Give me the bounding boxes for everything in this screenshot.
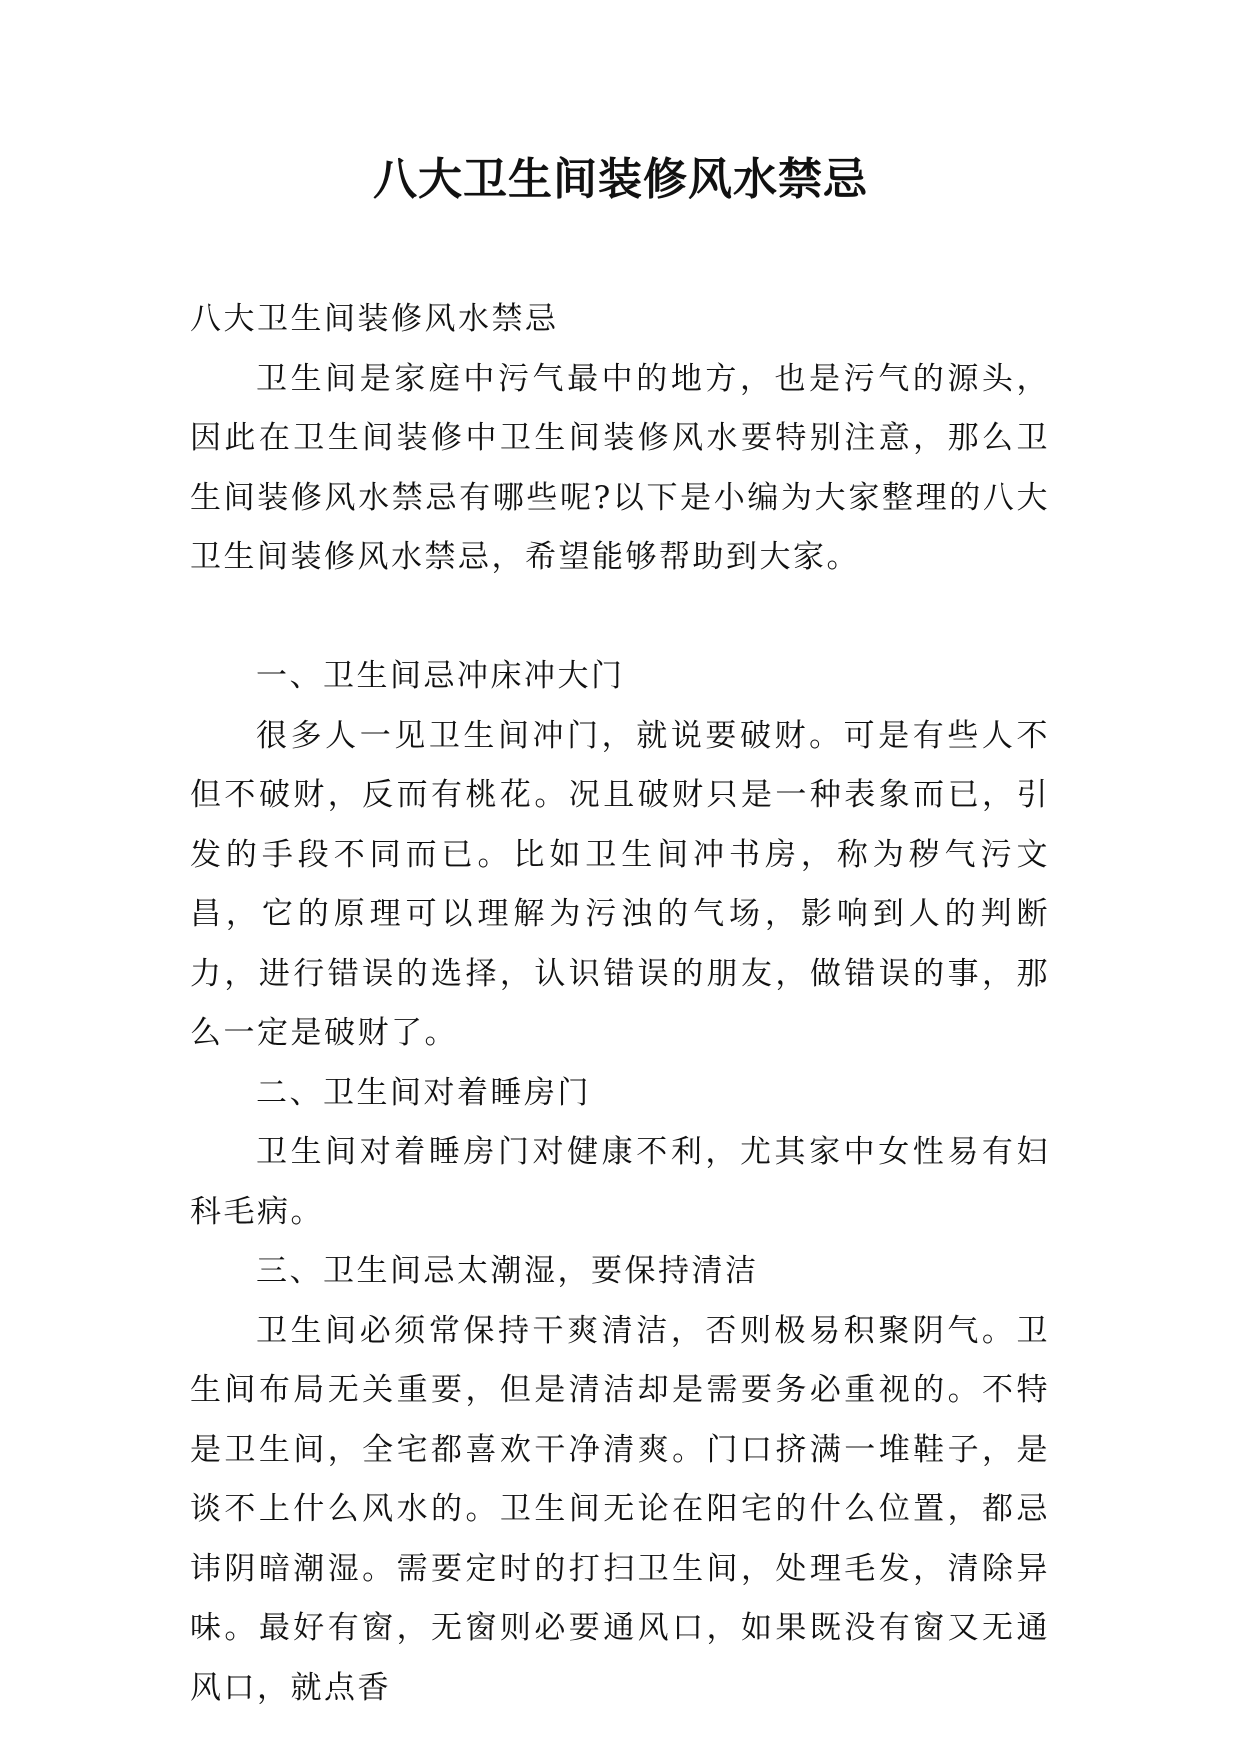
section-paragraph-2: 卫生间对着睡房门对健康不利，尤其家中女性易有妇科毛病。 bbox=[190, 1134, 1050, 1230]
section-paragraph-3: 卫生间必须常保持干爽清洁，否则极易积聚阴气。卫生间布局无关重要，但是清洁却是需要务必重视的。不特是卫生间，全宅都喜欢干净清爽。门口挤满一堆鞋子，是谈不上什么风水的。卫生间无论在阳宅的什么位置，都忌讳阴暗潮湿。需要定时的打扫卫生间，处理毛发，清除异味。最好有窗，无窗则必要通风口，如果既没有窗又无通风口，就点香 bbox=[190, 1312, 1050, 1706]
section-paragraph-1: 很多人一见卫生间冲门，就说要破财。可是有些人不但不破财，反而有桃花。况且破财只是一种表象而已，引发的手段不同而已。比如卫生间冲书房，称为秽气污文昌，它的原理可以理解为污浊的气场，影响到人的判断力，进行错误的选择，认识错误的朋友，做错误的事，那么一定是破财了。 bbox=[190, 717, 1050, 1051]
document-title: 八大卫生间装修风水禁忌 bbox=[373, 154, 868, 205]
intro-paragraph: 卫生间是家庭中污气最中的地方，也是污气的源头，因此在卫生间装修中卫生间装修风水要特别注意，那么卫生间装修风水禁忌有哪些呢?以下是小编为大家整理的八大卫生间装修风水禁忌，希望能够帮助到大家。 bbox=[190, 360, 1050, 575]
section-heading-3: 三、卫生间忌太潮湿，要保持清洁 bbox=[256, 1253, 759, 1289]
section-heading-1: 一、卫生间忌冲床冲大门 bbox=[256, 658, 625, 694]
section-heading-2: 二、卫生间对着睡房门 bbox=[256, 1074, 591, 1111]
paragraph-spacer bbox=[190, 588, 1050, 648]
document-body bbox=[190, 290, 1050, 1718]
subtitle-line: 八大卫生间装修风水禁忌 bbox=[190, 301, 559, 337]
